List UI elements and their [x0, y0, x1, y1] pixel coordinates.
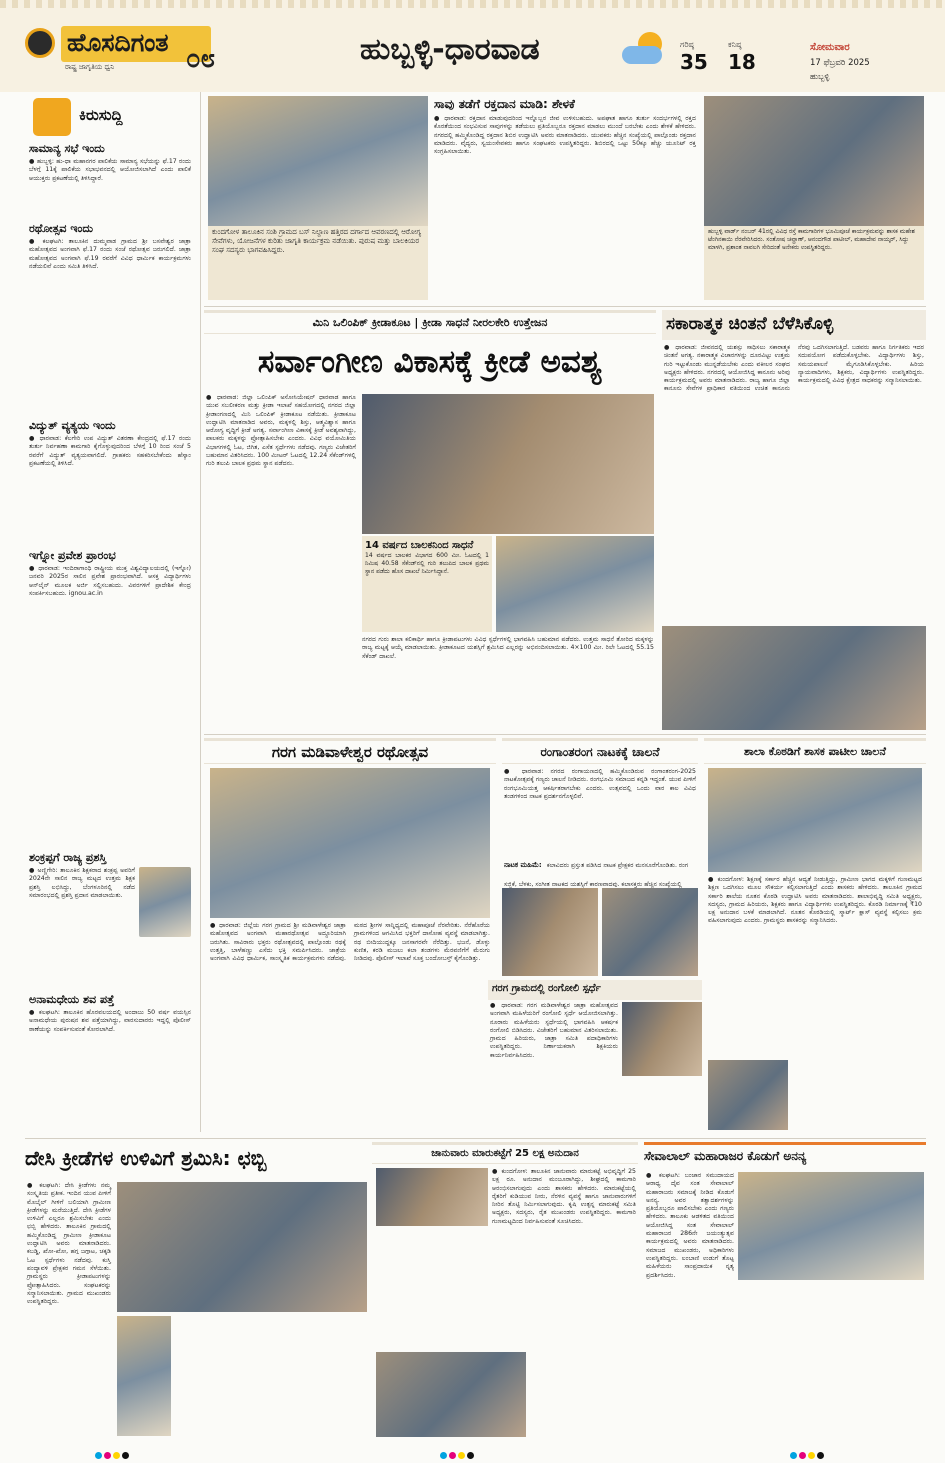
logo-tagline: ರಾಷ್ಟ್ರ ಜಾಗೃತಿಯ ಧ್ವನಿ: [65, 63, 115, 71]
rangoli-headline: ಗರಗ ಗ್ರಾಮದಲ್ಲಿ ರಂಗೋಲಿ ಸ್ಪರ್ಧೆ: [488, 980, 702, 1000]
news-item-title: ಇಗ್ನೋ ಪ್ರವೇಶ ಪ್ರಾರಂಭ: [29, 549, 116, 562]
max-temp: 35: [680, 50, 708, 74]
positive-headline: ಸಕಾರಾತ್ಮಕ ಚಿಂತನೆ ಬೆಳೆಸಿಕೊಳ್ಳಿ: [662, 310, 926, 340]
wrestling-photo: [117, 1182, 367, 1312]
news-item: [29, 549, 191, 845]
market-story: [372, 1142, 638, 1437]
record-caption-body: 14 ವರ್ಷದ ಬಾಲಕರ ವಿಭಾಗದ 600 ಮೀ. ಓಟದಲ್ಲಿ 1 ನಿಮಿಷ 40.58 ಸೆಕೆಂಡ್‌ನಲ್ಲಿ ಗುರಿ ತಲುಪಿದ ಬಾಲಕ ಪ್ರಥಮ ಸ್ಥಾನ ಪಡೆದು ಹೊಸ ದಾಖಲೆ ನಿರ್ಮಿಸಿದ್ದಾನೆ.: [365, 552, 489, 575]
market-photo: [376, 1168, 488, 1226]
column-rule: [200, 92, 201, 1132]
row-rule: [25, 1138, 926, 1139]
page-number: ೦೮: [186, 44, 216, 74]
ranga-sub: [504, 852, 696, 888]
garaga-headline: ಗರಗ ಮಡಿವಾಳೇಶ್ವರ ರಥೋತ್ಸವ: [204, 738, 496, 764]
chariot-photo: [210, 768, 490, 918]
issue-place: ಹುಬ್ಬಳ್ಳಿ: [810, 72, 830, 81]
registration-dots: [790, 1444, 840, 1454]
sevalal-photo: [738, 1172, 924, 1280]
garaga-story: [204, 738, 496, 1133]
desi-body: ● ಕಲಘಟಗಿ: ದೇಸಿ ಕ್ರೀಡೆಗಳು ನಮ್ಮ ಸಂಸ್ಕೃತಿಯ ಪ್ರತೀಕ. ಇಂದಿನ ಯುವ ಪೀಳಿಗೆ ಮೊಬೈಲ್ ಗೀಳಿಗೆ ಬಲಿಯಾಗಿ ಗ್ರಾಮೀಣ ಕ್ರೀಡೆಗಳನ್ನು ಮರೆಯುತ್ತಿದೆ. ದೇಸಿ ಕ್ರೀಡೆಗಳ ಉಳಿವಿಗೆ ಎಲ್ಲರೂ ಶ್ರಮಿಸಬೇಕು ಎಂದು ಛಬ್ಬಿ ಹೇಳಿದರು. ತಾಲೂಕಿನ ಗ್ರಾಮದಲ್ಲಿ ಹಮ್ಮಿಕೊಂಡಿದ್ದ ಗ್ರಾಮೀಣ ಕ್ರೀಡಾಕೂಟ ಉದ್ಘಾಟಿಸಿ ಅವರು ಮಾತನಾಡಿದರು. ಕಬಡ್ಡಿ, ಖೋ-ಖೋ, ಹಗ್ಗ ಜಗ್ಗಾಟ, ಚಕ್ಕಡಿ ಓಟ ಸ್ಪರ್ಧೆಗಳು ನಡೆದವು. ಕುಸ್ತಿ ಪಂದ್ಯಾವಳಿ ಪ್ರೇಕ್ಷಕರ ಗಮನ ಸೆಳೆಯಿತು. ಗ್ರಾಮಸ್ಥರು ಕ್ರೀಡಾಪಟುಗಳನ್ನು ಪ್ರೋತ್ಸಾಹಿಸಿದರು. ಸಂಘಟಕರನ್ನು ಸನ್ಮಾನಿಸಲಾಯಿತು. ಗ್ರಾಮದ ಮುಖಂಡರು ಉಪಸ್ಥಿತರಿದ್ದರು.: [27, 1182, 111, 1306]
kirusuddi-label: ಕಿರುಸುದ್ದಿ: [79, 106, 123, 124]
market-headline: ಜಾನುವಾರು ಮಾರುಕಟ್ಟೆಗೆ 25 ಲಕ್ಷ ಅನುದಾನ: [372, 1142, 638, 1164]
news-item-title: ಸಾಮಾನ್ಯ ಸಭೆ ಇಂದು: [29, 142, 105, 155]
registration-dots: [95, 1444, 145, 1454]
news-item-title: ಅನಾಮಧೇಯ ಶವ ಪತ್ತೆ: [29, 993, 115, 1006]
news-item: [29, 851, 191, 987]
news-item-body: ● ಅಣ್ಣಿಗೇರಿ: ತಾಲೂಕಿನ ಶಿಕ್ಷಕರಾದ ಶಂಕ್ರಪ್ಪ ಅವರಿಗೆ 2024ನೇ ಸಾಲಿನ ರಾಜ್ಯ ಮಟ್ಟದ ಉತ್ತಮ ಶಿಕ್ಷಕ ಪ್ರಶಸ್ತಿ ಲಭಿಸಿದ್ದು, ಬೆಂಗಳೂರಿನಲ್ಲಿ ನಡೆದ ಸಮಾರಂಭದಲ್ಲಿ ಪ್ರಶಸ್ತಿ ಪ್ರದಾನ ಮಾಡಲಾಯಿತು.: [29, 867, 135, 899]
sprinter-photo: [496, 536, 654, 632]
record-caption-box: [362, 536, 492, 632]
logo-text: ಹೊಸದಿಗಂತ: [61, 26, 211, 62]
stage-photo-2: [602, 888, 698, 976]
row-rule: [204, 734, 926, 735]
min-temp: 18: [728, 50, 756, 74]
news-item: [29, 142, 191, 216]
sports-body-mid: ನಗರದ ಗುರು ಶಾಲಾ ಕಲಿಕಾರ್ಥಿ ಹಾಗೂ ಕ್ರೀಡಾಪಟುಗಳು ವಿವಿಧ ಸ್ಪರ್ಧೆಗಳಲ್ಲಿ ಭಾಗವಹಿಸಿ ಬಹುಮಾನ ಪಡೆದರು. ಉತ್ತಮ ಸಾಧನೆ ತೋರಿದ ಮಕ್ಕಳನ್ನು ರಾಜ್ಯ ಮಟ್ಟಕ್ಕೆ ಆಯ್ಕೆ ಮಾಡಲಾಯಿತು. ಕ್ರೀಡಾಕೂಟದ ಯಶಸ್ಸಿಗೆ ಶ್ರಮಿಸಿದ ಎಲ್ಲರನ್ನು ಅಭಿನಂದಿಸಲಾಯಿತು. 4×100 ಮೀ. ರಿಲೇ ಓಟದಲ್ಲಿ 55.15 ಸೆಕೆಂಡ್ ದಾಖಲೆ.: [362, 636, 654, 660]
masthead-stripe: [0, 0, 945, 8]
health-event-caption: ಕುಂದಗೋಳ ತಾಲೂಕಿನ ಸಂಶಿ ಗ್ರಾಮದ ಬಸ್ ನಿಲ್ದಾಣ ಹತ್ತಿರದ ದರ್ಗಾದ ಆವರಣದಲ್ಲಿ ಆರೋಗ್ಯ ಸೇವೆಗಳು, ಯೋಜನೆಗಳ ಕುರಿತು ಜಾಗೃತಿ ಕಾರ್ಯಕ್ರಮ ನಡೆಯಿತು. ಪುರುಷ ಮತ್ತು ಬಾಲಕಿಯರ ಸಂಘ ಸದಸ್ಯರು ಭಾಗವಹಿಸಿದ್ದರು.: [208, 226, 428, 300]
ranga-sub-title: ನಾಟಕ ಮಹಿಮೆ:: [504, 861, 542, 869]
min-temp-label: ಕನಿಷ್ಠ: [728, 40, 742, 49]
sports-kicker-text: ಮಿನಿ ಒಲಿಂಪಿಕ್ ಕ್ರೀಡಾಕೂಟ | ಕ್ರೀಡಾ ಸಾಧನೆ ನೀರಲಕೇರಿ ಉತ್ತೇಜನ: [312, 316, 548, 329]
news-item-body: ● ಹುಬ್ಬಳ್ಳಿ: ಹು-ಧಾ ಮಹಾನಗರ ಪಾಲಿಕೆಯ ಸಾಮಾನ್ಯ ಸಭೆಯನ್ನು ಫೆ.17 ರಂದು ಬೆಳಗ್ಗೆ 11ಕ್ಕೆ ಪಾಲಿಕೆಯ ಸಭಾಭವನದಲ್ಲಿ ಆಯೋಜಿಸಲಾಗಿದೆ ಎಂದು ಪಾಲಿಕೆ ಆಯುಕ್ತರು ಪ್ರಕಟಣೆಯಲ್ಲಿ ತಿಳಿಸಿದ್ದಾರೆ.: [29, 158, 191, 182]
edition-title: ಹುಬ್ಬಳ್ಳಿ-ಧಾರವಾಡ: [360, 32, 540, 67]
news-item-body: ● ಧಾರವಾಡ: ಕೆಲಗೇರಿ ಉಪ ವಿದ್ಯುತ್ ವಿತರಣಾ ಕೇಂದ್ರದಲ್ಲಿ ಫೆ.17 ರಂದು ತುರ್ತು ನಿರ್ವಹಣಾ ಕಾಮಗಾರಿ ಕೈಗೊಳ್ಳುವುದರಿಂದ ಬೆಳಗ್ಗೆ 10 ರಿಂದ ಸಂಜೆ 5 ರವರೆಗೆ ವಿದ್ಯುತ್ ವ್ಯತ್ಯಯವಾಗಲಿದೆ. ಗ್ರಾಹಕರು ಸಹಕರಿಸಬೇಕೆಂದು ಹೆಸ್ಕಾಂ ಪ್ರಕಟಣೆಯಲ್ಲಿ ತಿಳಿಸಿದೆ.: [29, 435, 191, 467]
law-event-photo: [662, 626, 926, 730]
rangoli-body: ● ಧಾರವಾಡ: ಗರಗ ಮಡಿವಾಳೇಶ್ವರ ಜಾತ್ರಾ ಮಹೋತ್ಸವದ ಅಂಗವಾಗಿ ಮಹಿಳೆಯರಿಗೆ ರಂಗೋಲಿ ಸ್ಪರ್ಧೆ ಆಯೋಜಿಸಲಾಗಿತ್ತು. ನೂರಾರು ಮಹಿಳೆಯರು ಸ್ಪರ್ಧೆಯಲ್ಲಿ ಭಾಗವಹಿಸಿ ಆಕರ್ಷಕ ರಂಗೋಲಿ ಬಿಡಿಸಿದರು. ವಿಜೇತರಿಗೆ ಬಹುಮಾನ ವಿತರಿಸಲಾಯಿತು. ಗ್ರಾಮದ ಹಿರಿಯರು, ಜಾತ್ರಾ ಸಮಿತಿ ಪದಾಧಿಕಾರಿಗಳು ಉಪಸ್ಥಿತರಿದ್ದರು. ನಿರ್ಣಾಯಕರಾಗಿ ಶಿಕ್ಷಕಿಯರು ಕಾರ್ಯನಿರ್ವಹಿಸಿದರು.: [490, 1002, 618, 1059]
ranga-sub-body: ಕಲಾವಿದರು ಪ್ರಸ್ತುತ ಪಡಿಸಿದ ನಾಟಕ ಪ್ರೇಕ್ಷಕರ ಮನಸೂರೆಗೊಂಡಿತು. ರಂಗ ಸಜ್ಜಿಕೆ, ಬೆಳಕು, ಸಂಗೀತ ನಾಟಕದ ಯಶಸ್ಸಿಗೆ ಕಾರಣವಾದವು. ಕಲಾಸಕ್ತರು ಹೆಚ್ಚಿನ ಸಂಖ್ಯೆಯಲ್ಲಿ: [504, 862, 689, 888]
record-caption-title: 14 ವರ್ಷದ ಬಾಲಕನಿಂದ ಸಾಧನೆ: [365, 540, 474, 551]
positive-body: ● ಧಾರವಾಡ: ಜೀವನದಲ್ಲಿ ಯಶಸ್ಸು ಸಾಧಿಸಲು ಸಕಾರಾತ್ಮಕ ಚಿಂತನೆ ಅಗತ್ಯ. ನಕಾರಾತ್ಮಕ ವಿಚಾರಗಳನ್ನು ದೂರವಿಟ್ಟು ಉತ್ತಮ ಗುರಿ ಇಟ್ಟುಕೊಂಡು ಮುನ್ನಡೆಯಬೇಕು ಎಂದು ವಕೀಲರ ಸಂಘದ ಅಧ್ಯಕ್ಷರು ಹೇಳಿದರು. ನಗರದಲ್ಲಿ ಆಯೋಜಿಸಿದ್ದ ಕಾನೂನು ಅರಿವು ಕಾರ್ಯಕ್ರಮದಲ್ಲಿ ಅವರು ಮಾತನಾಡಿದರು. ರಾಜ್ಯ ಹಾಗೂ ಜಿಲ್ಲಾ ಕಾನೂನು ಸೇವೆಗಳ ಪ್ರಾಧಿಕಾರ ವತಿಯಿಂದ ಉಚಿತ ಕಾನೂನು ನೆರವು ಒದಗಿಸಲಾಗುತ್ತಿದೆ. ಬಡವರು ಹಾಗೂ ನಿರ್ಗತಿಕರು ಇದರ ಸದುಪಯೋಗ ಪಡೆದುಕೊಳ್ಳಬೇಕು. ವಿದ್ಯಾರ್ಥಿಗಳು ಶಿಸ್ತು, ಸಮಯಪಾಲನೆ ಮೈಗೂಡಿಸಿಕೊಳ್ಳಬೇಕು. ಹಿರಿಯ ನ್ಯಾಯವಾದಿಗಳು, ಶಿಕ್ಷಕರು, ವಿದ್ಯಾರ್ಥಿಗಳು ಉಪಸ್ಥಿತರಿದ್ದರು. ಕಾರ್ಯಕ್ರಮದಲ್ಲಿ ವಿವಿಧ ಕ್ಷೇತ್ರದ ಸಾಧಕರನ್ನು ಸನ್ಮಾನಿಸಲಾಯಿತು.: [664, 344, 924, 393]
masthead: [0, 0, 945, 92]
school-headline: ಶಾಲಾ ಕೊಠಡಿಗೆ ಶಾಸಕ ಪಾಟೀಲ ಚಾಲನೆ: [704, 738, 926, 764]
crowd-photo: [117, 1316, 171, 1436]
kirusuddi-header: [25, 98, 195, 138]
ranga-story: [502, 738, 698, 978]
weekday: ಸೋಮವಾರ: [810, 42, 850, 53]
positive-thinking-story: [662, 310, 926, 730]
news-item-body: ● ಕಲಘಟಗಿ: ತಾಲೂಕಿನ ಹೊರವಲಯದಲ್ಲಿ ಅಂದಾಜು 50 ವರ್ಷ ವಯಸ್ಸಿನ ಅನಾಮಧೇಯ ಪುರುಷನ ಶವ ಪತ್ತೆಯಾಗಿದ್ದು, ವಾರಸುದಾರರು ಇದ್ದಲ್ಲಿ ಪೊಲೀಸ್ ಠಾಣೆಯನ್ನು ಸಂಪರ್ಕಿಸುವಂತೆ ಕೋರಲಾಗಿದೆ.: [29, 1009, 191, 1033]
rangoli-photo: [622, 1002, 702, 1076]
news-item: [29, 419, 191, 543]
news-item-body: ● ಧಾರವಾಡ: ಇಂದಿರಾಗಾಂಧಿ ರಾಷ್ಟ್ರೀಯ ಮುಕ್ತ ವಿಶ್ವವಿದ್ಯಾಲಯದಲ್ಲಿ (ಇಗ್ನೋ) ಜನವರಿ 2025ರ ಸಾಲಿನ ಪ್ರವೇಶ ಪ್ರಾರಂಭವಾಗಿದೆ. ಆಸಕ್ತ ವಿದ್ಯಾರ್ಥಿಗಳು ಆನ್‌ಲೈನ್ ಮೂಲಕ ಅರ್ಜಿ ಸಲ್ಲಿಸಬಹುದು. ವಿವರಗಳಿಗೆ ಪ್ರಾದೇಶಿಕ ಕೇಂದ್ರ ಸಂಪರ್ಕಿಸಬಹುದು. ignou.ac.in: [29, 565, 191, 597]
sevalal-headline: ಸೇವಾಲಾಲ್ ಮಹಾರಾಜರ ಕೊಡುಗೆ ಅನನ್ಯ: [644, 1142, 926, 1166]
story-headline: ಸಾವು ತಡೆಗೆ ರಕ್ತದಾನ ಮಾಡಿ: ಶೇಳಕೆ: [434, 97, 575, 111]
news-item: [29, 222, 191, 413]
desi-headline: ದೇಸಿ ಕ್ರೀಡೆಗಳ ಉಳಿವಿಗೆ ಶ್ರಮಿಸಿ: ಛಬ್ಬಿ: [25, 1146, 267, 1170]
school-story: [704, 738, 926, 1133]
desi-sports-story: [25, 1142, 367, 1437]
news-item-title: ರಥೋತ್ಸವ ಇಂದು: [29, 222, 93, 235]
stage-photo-1: [502, 888, 598, 976]
ranga-body: ● ಧಾರವಾಡ: ನಗರದ ರಂಗಾಯಣದಲ್ಲಿ ಹಮ್ಮಿಕೊಂಡಿರುವ ರಂಗಾಂತರಂಗ-2025 ನಾಟಕೋತ್ಸವಕ್ಕೆ ಗಣ್ಯರು ಚಾಲನೆ ನೀಡಿದರು. ರಂಗಭೂಮಿ ಸಮಾಜದ ಕನ್ನಡಿ ಇದ್ದಂತೆ. ಯುವ ಪೀಳಿಗೆ ರಂಗಭೂಮಿಯತ್ತ ಆಕರ್ಷಿತರಾಗಬೇಕು ಎಂದರು. ಉತ್ಸವದಲ್ಲಿ ಒಂದು ವಾರ ಕಾಲ ವಿವಿಧ ತಂಡಗಳಿಂದ ನಾಟಕ ಪ್ರದರ್ಶನಗೊಳ್ಳಲಿವೆ.: [504, 768, 696, 800]
school-second-photo: [708, 1060, 788, 1130]
market-body: ● ಕುಂದಗೋಳ: ತಾಲೂಕಿನ ಜಾನುವಾರು ಮಾರುಕಟ್ಟೆ ಅಭಿವೃದ್ಧಿಗೆ 25 ಲಕ್ಷ ರೂ. ಅನುದಾನ ಮಂಜೂರಾಗಿದ್ದು, ಶೀಘ್ರದಲ್ಲಿ ಕಾಮಗಾರಿ ಆರಂಭಿಸಲಾಗುವುದು ಎಂದು ಶಾಸಕರು ಹೇಳಿದರು. ಮಾರುಕಟ್ಟೆಯಲ್ಲಿ ರೈತರಿಗೆ ಕುಡಿಯುವ ನೀರು, ನೆರಳಿನ ವ್ಯವಸ್ಥೆ ಹಾಗೂ ಜಾನುವಾರುಗಳಿಗೆ ನೀರಿನ ತೊಟ್ಟಿ ನಿರ್ಮಿಸಲಾಗುವುದು. ಕೃಷಿ ಉತ್ಪನ್ನ ಮಾರುಕಟ್ಟೆ ಸಮಿತಿ ಅಧ್ಯಕ್ಷರು, ಸದಸ್ಯರು, ರೈತ ಮುಖಂಡರು ಉಪಸ್ಥಿತರಿದ್ದರು. ಕಾಮಗಾರಿ ಗುಣಮಟ್ಟದಿಂದ ನಿರ್ವಹಿಸುವಂತೆ ಸೂಚಿಸಿದರು.: [492, 1168, 636, 1225]
story-body: ● ಧಾರವಾಡ: ರಕ್ತದಾನ ಮಾಡುವುದರಿಂದ ಇನ್ನೊಬ್ಬರ ಜೀವ ಉಳಿಸಬಹುದು. ಅಪಘಾತ ಹಾಗೂ ತುರ್ತು ಸಂದರ್ಭಗಳಲ್ಲಿ ರಕ್ತದ ಕೊರತೆಯಿಂದ ಸಂಭವಿಸುವ ಸಾವುಗಳನ್ನು ತಡೆಯಲು ಪ್ರತಿಯೊಬ್ಬರೂ ರಕ್ತದಾನ ಮಾಡಲು ಮುಂದೆ ಬರಬೇಕು ಎಂದು ಶೇಳಕೆ ಹೇಳಿದರು. ನಗರದಲ್ಲಿ ಹಮ್ಮಿಕೊಂಡಿದ್ದ ರಕ್ತದಾನ ಶಿಬಿರ ಉದ್ಘಾಟಿಸಿ ಅವರು ಮಾತನಾಡಿದರು. ಯುವಕರು ಹೆಚ್ಚಿನ ಸಂಖ್ಯೆಯಲ್ಲಿ ಪಾಲ್ಗೊಂಡು ರಕ್ತದಾನ ಮಾಡಿದರು. ವೈದ್ಯರು, ಸ್ವಯಂಸೇವಕರು ಹಾಗೂ ಸಂಘಟಕರು ಉಪಸ್ಥಿತರಿದ್ದರು. ಶಿಬಿರದಲ್ಲಿ ಒಟ್ಟು 50ಕ್ಕೂ ಹೆಚ್ಚು ಯೂನಿಟ್ ರಕ್ತ ಸಂಗ್ರಹಿಸಲಾಯಿತು.: [434, 115, 696, 156]
kirusuddi-items: [29, 142, 191, 1132]
news-item-title: ವಿದ್ಯುತ್ ವ್ಯತ್ಯಯ ಇಂದು: [29, 419, 116, 432]
hand-pointer-icon: [33, 98, 71, 136]
registration-dots: [440, 1444, 490, 1454]
market-meeting-photo: [376, 1352, 526, 1437]
cloud-shape: [622, 46, 662, 64]
partly-cloudy-icon: [620, 30, 668, 70]
school-body: ● ಕುಂದಗೋಳ: ಶಿಕ್ಷಣಕ್ಕೆ ಸರ್ಕಾರ ಹೆಚ್ಚಿನ ಆದ್ಯತೆ ನೀಡುತ್ತಿದ್ದು, ಗ್ರಾಮೀಣ ಭಾಗದ ಮಕ್ಕಳಿಗೆ ಗುಣಮಟ್ಟದ ಶಿಕ್ಷಣ ಒದಗಿಸಲು ಮೂಲ ಸೌಕರ್ಯ ಕಲ್ಪಿಸಲಾಗುತ್ತಿದೆ ಎಂದು ಶಾಸಕರು ಹೇಳಿದರು. ತಾಲೂಕಿನ ಗ್ರಾಮದ ಸರ್ಕಾರಿ ಶಾಲೆಯ ನೂತನ ಕೊಠಡಿ ಉದ್ಘಾಟಿಸಿ ಅವರು ಮಾತನಾಡಿದರು. ಶಾಲಾಭಿವೃದ್ಧಿ ಸಮಿತಿ ಅಧ್ಯಕ್ಷರು, ಸದಸ್ಯರು, ಗ್ರಾಮದ ಹಿರಿಯರು, ಶಿಕ್ಷಕರು ಹಾಗೂ ವಿದ್ಯಾರ್ಥಿಗಳು ಉಪಸ್ಥಿತರಿದ್ದರು. ಕೊಠಡಿ ನಿರ್ಮಾಣಕ್ಕೆ ₹10 ಲಕ್ಷ ಅನುದಾನ ಬಳಕೆ ಮಾಡಲಾಗಿದೆ. ನೂತನ ಕೊಠಡಿಯಲ್ಲಿ ಸ್ಮಾರ್ಟ್ ಕ್ಲಾಸ್ ವ್ಯವಸ್ಥೆ ಕಲ್ಪಿಸಲು ಕ್ರಮ ವಹಿಸಲಾಗುವುದು ಎಂದರು. ಗ್ರಾಮಸ್ಥರು ಶಾಸಕರನ್ನು ಸನ್ಮಾನಿಸಿದರು.: [708, 876, 922, 925]
sports-headline: ಸರ್ವಾಂಗೀಣ ವಿಕಾಸಕ್ಕೆ ಕ್ರೀಡೆ ಅವಶ್ಯ: [257, 344, 603, 380]
rangoli-story: [488, 980, 702, 1133]
sports-body-left: ● ಧಾರವಾಡ: ಜಿಲ್ಲಾ ಒಲಿಂಪಿಕ್ ಅಸೋಸಿಯೇಷನ್ ಧಾರವಾಡ ಹಾಗೂ ಯುವ ಸಬಲೀಕರಣ ಮತ್ತು ಕ್ರೀಡಾ ಇಲಾಖೆ ಸಹಯೋಗದಲ್ಲಿ ನಗರದ ಜಿಲ್ಲಾ ಕ್ರೀಡಾಂಗಣದಲ್ಲಿ ಮಿನಿ ಒಲಿಂಪಿಕ್ ಕ್ರೀಡಾಕೂಟ ನಡೆಯಿತು. ಕ್ರೀಡಾಕೂಟ ಉದ್ಘಾಟಿಸಿ ಮಾತನಾಡಿದ ಅವರು, ಮಕ್ಕಳಲ್ಲಿ ಶಿಸ್ತು, ಆತ್ಮವಿಶ್ವಾಸ ಹಾಗೂ ಆರೋಗ್ಯ ವೃದ್ಧಿಗೆ ಕ್ರೀಡೆ ಅಗತ್ಯ. ಸರ್ವಾಂಗೀಣ ವಿಕಾಸಕ್ಕೆ ಕ್ರೀಡೆ ಅವಶ್ಯವಾಗಿದ್ದು, ಪಾಲಕರು ಮಕ್ಕಳನ್ನು ಪ್ರೋತ್ಸಾಹಿಸಬೇಕು ಎಂದರು. ವಿವಿಧ ವಯೋಮಿತಿಯ ವಿಭಾಗಗಳಲ್ಲಿ ಓಟ, ಜಿಗಿತ, ಎಸೆತ ಸ್ಪರ್ಧೆಗಳು ನಡೆದವು. ಗಣ್ಯರು ವಿಜೇತರಿಗೆ ಬಹುಮಾನ ವಿತರಿಸಿದರು. 100 ಮೀಟರ್ ಓಟದಲ್ಲಿ 12.24 ಸೆಕೆಂಡ್‌ಗಳಲ್ಲಿ ಗುರಿ ತಲುಪಿ ಬಾಲಕ ಪ್ರಥಮ ಸ್ಥಾನ ಪಡೆದನು.: [206, 394, 356, 468]
race-photo: [362, 394, 654, 534]
max-temp-label: ಗರಿಷ್ಠ: [680, 40, 694, 49]
sports-kicker: [204, 310, 656, 334]
health-event-photo: [208, 96, 428, 226]
news-item-title: ಶಂಕ್ರಪ್ಪಗೆ ರಾಜ್ಯ ಪ್ರಶಸ್ತಿ: [29, 851, 107, 864]
kirusuddi-column: [25, 92, 195, 1132]
issue-date: 17 ಫೆಬ್ರವರಿ 2025: [810, 58, 870, 68]
news-item: [29, 993, 191, 1089]
logo-emblem-icon: [25, 28, 55, 58]
row-rule: [204, 306, 926, 307]
portrait-photo: [139, 867, 191, 937]
ward-work-photo: [704, 96, 924, 226]
news-item-body: ● ಕಲಘಟಗಿ: ತಾಲೂಕಿನ ದುಮ್ಮವಾಡ ಗ್ರಾಮದ ಶ್ರೀ ಬಸವೇಶ್ವರ ಜಾತ್ರಾ ಮಹೋತ್ಸವದ ಅಂಗವಾಗಿ ಫೆ.17 ರಂದು ಸಂಜೆ ರಥೋತ್ಸವ ಜರುಗಲಿದೆ. ಜಾತ್ರಾ ಮಹೋತ್ಸವದ ಅಂಗವಾಗಿ ಫೆ.19 ರವರೆಗೆ ವಿವಿಧ ಧಾರ್ಮಿಕ ಕಾರ್ಯಕ್ರಮಗಳು ನಡೆಯಲಿವೆ ಎಂದು ಸಮಿತಿ ತಿಳಿಸಿದೆ.: [29, 238, 191, 270]
blood-donation-story: [434, 96, 696, 301]
sports-story: [204, 310, 656, 730]
sevalal-story: [644, 1142, 926, 1437]
ward-work-caption: ಹುಬ್ಬಳ್ಳಿ ವಾರ್ಡ್ ನಂಬರ್ 41ರಲ್ಲಿ ವಿವಿಧ ರಸ್ತೆ ಕಾಮಗಾರಿಗಳ ಭೂಮಿಪೂಜೆ ಕಾರ್ಯಕ್ರಮವನ್ನು ಶಾಸಕ ಮಹೇಶ ಟೆಂಗಿನಕಾಯಿ ನೆರವೇರಿಸಿದರು. ಸಂತೋಷ ಚವ್ಹಾಣ್, ಆನಂದಗೌಡ ಪಾಟೀಲ್, ಮಹಾದೇವ ನಾಯ್ಕರ್, ಸಿದ್ದು ಮಾಳಗಿ, ಪ್ರಶಾಂತ ನಾವಲಗಿ ಸೇರಿದಂತೆ ಅನೇಕರು ಉಪಸ್ಥಿತರಿದ್ದರು.: [704, 226, 924, 300]
sevalal-body: ● ಕಲಘಟಗಿ: ಬಂಜಾರ ಸಮುದಾಯದ ಆರಾಧ್ಯ ದೈವ ಸಂತ ಸೇವಾಲಾಲ್ ಮಹಾರಾಜರು ಸಮಾಜಕ್ಕೆ ನೀಡಿದ ಕೊಡುಗೆ ಅನನ್ಯ. ಅವರ ತತ್ವಾದರ್ಶಗಳನ್ನು ಪ್ರತಿಯೊಬ್ಬರೂ ಪಾಲಿಸಬೇಕು ಎಂದು ಗಣ್ಯರು ಹೇಳಿದರು. ತಾಲೂಕು ಆಡಳಿತದ ವತಿಯಿಂದ ಆಯೋಜಿಸಿದ್ದ ಸಂತ ಸೇವಾಲಾಲ್ ಮಹಾರಾಜರ 286ನೇ ಜಯಂತ್ಯುತ್ಸವ ಕಾರ್ಯಕ್ರಮದಲ್ಲಿ ಅವರು ಮಾತನಾಡಿದರು. ಸಮಾಜದ ಮುಖಂಡರು, ಅಧಿಕಾರಿಗಳು ಉಪಸ್ಥಿತರಿದ್ದರು. ಲಂಬಾಣಿ ಉಡುಗೆ ತೊಟ್ಟ ಮಹಿಳೆಯರು ಸಾಂಪ್ರದಾಯಿಕ ನೃತ್ಯ ಪ್ರದರ್ಶಿಸಿದರು.: [646, 1172, 734, 1279]
school-inauguration-photo: [708, 768, 922, 872]
ranga-headline: ರಂಗಾಂತರಂಗ ನಾಟಕಕ್ಕೆ ಚಾಲನೆ: [502, 738, 698, 764]
garaga-body: ● ಧಾರವಾಡ: ಜಿಲ್ಲೆಯ ಗರಗ ಗ್ರಾಮದ ಶ್ರೀ ಮಡಿವಾಳೇಶ್ವರ ಜಾತ್ರಾ ಮಹೋತ್ಸವದ ಅಂಗವಾಗಿ ಮಹಾರಥೋತ್ಸವ ಅದ್ದೂರಿಯಾಗಿ ಜರುಗಿತು. ಸಾವಿರಾರು ಭಕ್ತರು ರಥೋತ್ಸವದಲ್ಲಿ ಪಾಲ್ಗೊಂಡು ರಥಕ್ಕೆ ಉತ್ತತ್ತಿ, ಬಾಳೆಹಣ್ಣು ಎಸೆದು ಭಕ್ತಿ ಸಮರ್ಪಿಸಿದರು. ಜಾತ್ರೆಯ ಅಂಗವಾಗಿ ವಿವಿಧ ಧಾರ್ಮಿಕ, ಸಾಂಸ್ಕೃತಿಕ ಕಾರ್ಯಕ್ರಮಗಳು ನಡೆದವು. ಮಠದ ಶ್ರೀಗಳ ಸಾನ್ನಿಧ್ಯದಲ್ಲಿ ಮಹಾಪೂಜೆ ನೆರವೇರಿತು. ನೆರೆಹೊರೆಯ ಗ್ರಾಮಗಳಿಂದ ಆಗಮಿಸಿದ ಭಕ್ತರಿಗೆ ದಾಸೋಹ ವ್ಯವಸ್ಥೆ ಮಾಡಲಾಗಿತ್ತು. ರಥ ಬೀದಿಯುದ್ದಕ್ಕೂ ಜನಸಾಗರವೇ ನೆರೆದಿತ್ತು. ಭಜನೆ, ಡೊಳ್ಳು ಕುಣಿತ, ಕರಡಿ ಮಜಲು ಕಲಾ ತಂಡಗಳು ಮೆರವಣಿಗೆಗೆ ಮೆರುಗು ನೀಡಿದವು. ಪೊಲೀಸ್ ಇಲಾಖೆ ಸೂಕ್ತ ಬಂದೋಬಸ್ತ್ ಕೈಗೊಂಡಿತ್ತು.: [210, 922, 490, 963]
